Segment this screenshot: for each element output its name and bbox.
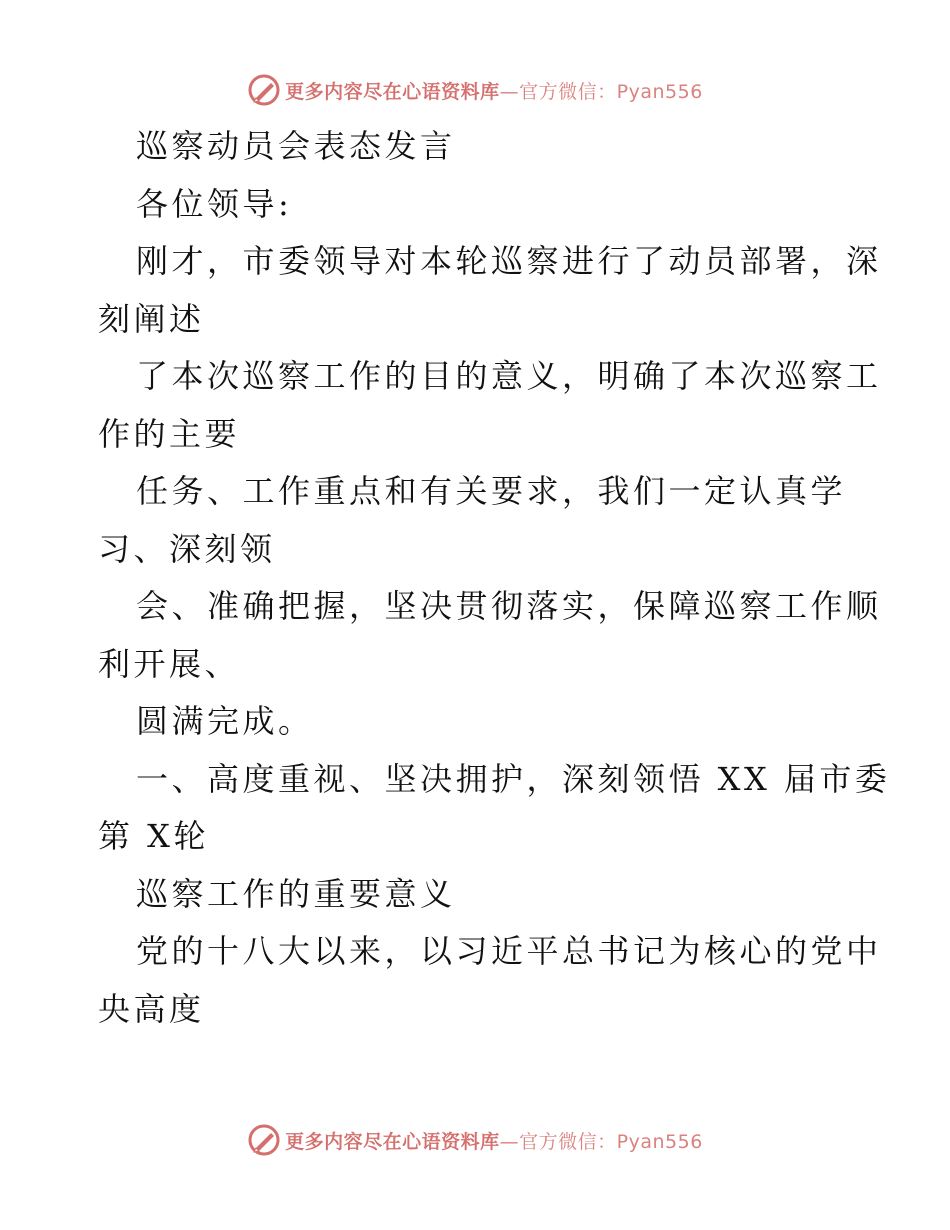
salutation: 各位领导: (136, 184, 293, 223)
paragraph-line: 刚才，市委领导对本轮巡察进行了动员部署，深 (136, 242, 882, 280)
paragraph-line: 央高度 (98, 989, 205, 1028)
paragraph-line: 利开展、 (98, 644, 241, 683)
document-title: 巡察动员会表态发言 (136, 127, 456, 165)
paragraph-line: 作的主要 (98, 414, 241, 453)
footer-banner (0, 1120, 950, 1160)
banner-main-text: 更多内容尽在心语资料库 (285, 80, 500, 103)
paragraph-line: 习、深刻领 (98, 529, 276, 568)
banner-sub-text: —官方微信：Pyan556 (499, 80, 703, 103)
section-heading-line: 第 X轮 (98, 817, 209, 855)
paragraph-line: 党的十八大以来，以习近平总书记为核心的党中 (136, 932, 882, 970)
document-body (98, 118, 891, 1038)
pen-logo-icon (247, 1123, 281, 1157)
header-banner (0, 70, 950, 110)
paragraph-line: 会、准确把握，坚决贯彻落实，保障巡察工作顺 (136, 587, 882, 625)
paragraph-line: 任务、工作重点和有关要求，我们一定认真学 (136, 472, 847, 510)
pen-logo-icon (247, 73, 281, 107)
paragraph-line: 圆满完成。 (136, 702, 314, 740)
paragraph-line: 了本次巡察工作的目的意义，明确了本次巡察工 (136, 357, 882, 395)
paragraph-line: 刻阐述 (98, 299, 205, 338)
banner-main-text: 更多内容尽在心语资料库 (285, 1130, 500, 1153)
section-heading-line: 一、高度重视、坚决拥护，深刻领悟 XX 届市委 (136, 759, 891, 798)
banner-sub-text: —官方微信：Pyan556 (499, 1130, 703, 1153)
section-heading-line: 巡察工作的重要意义 (136, 874, 456, 913)
